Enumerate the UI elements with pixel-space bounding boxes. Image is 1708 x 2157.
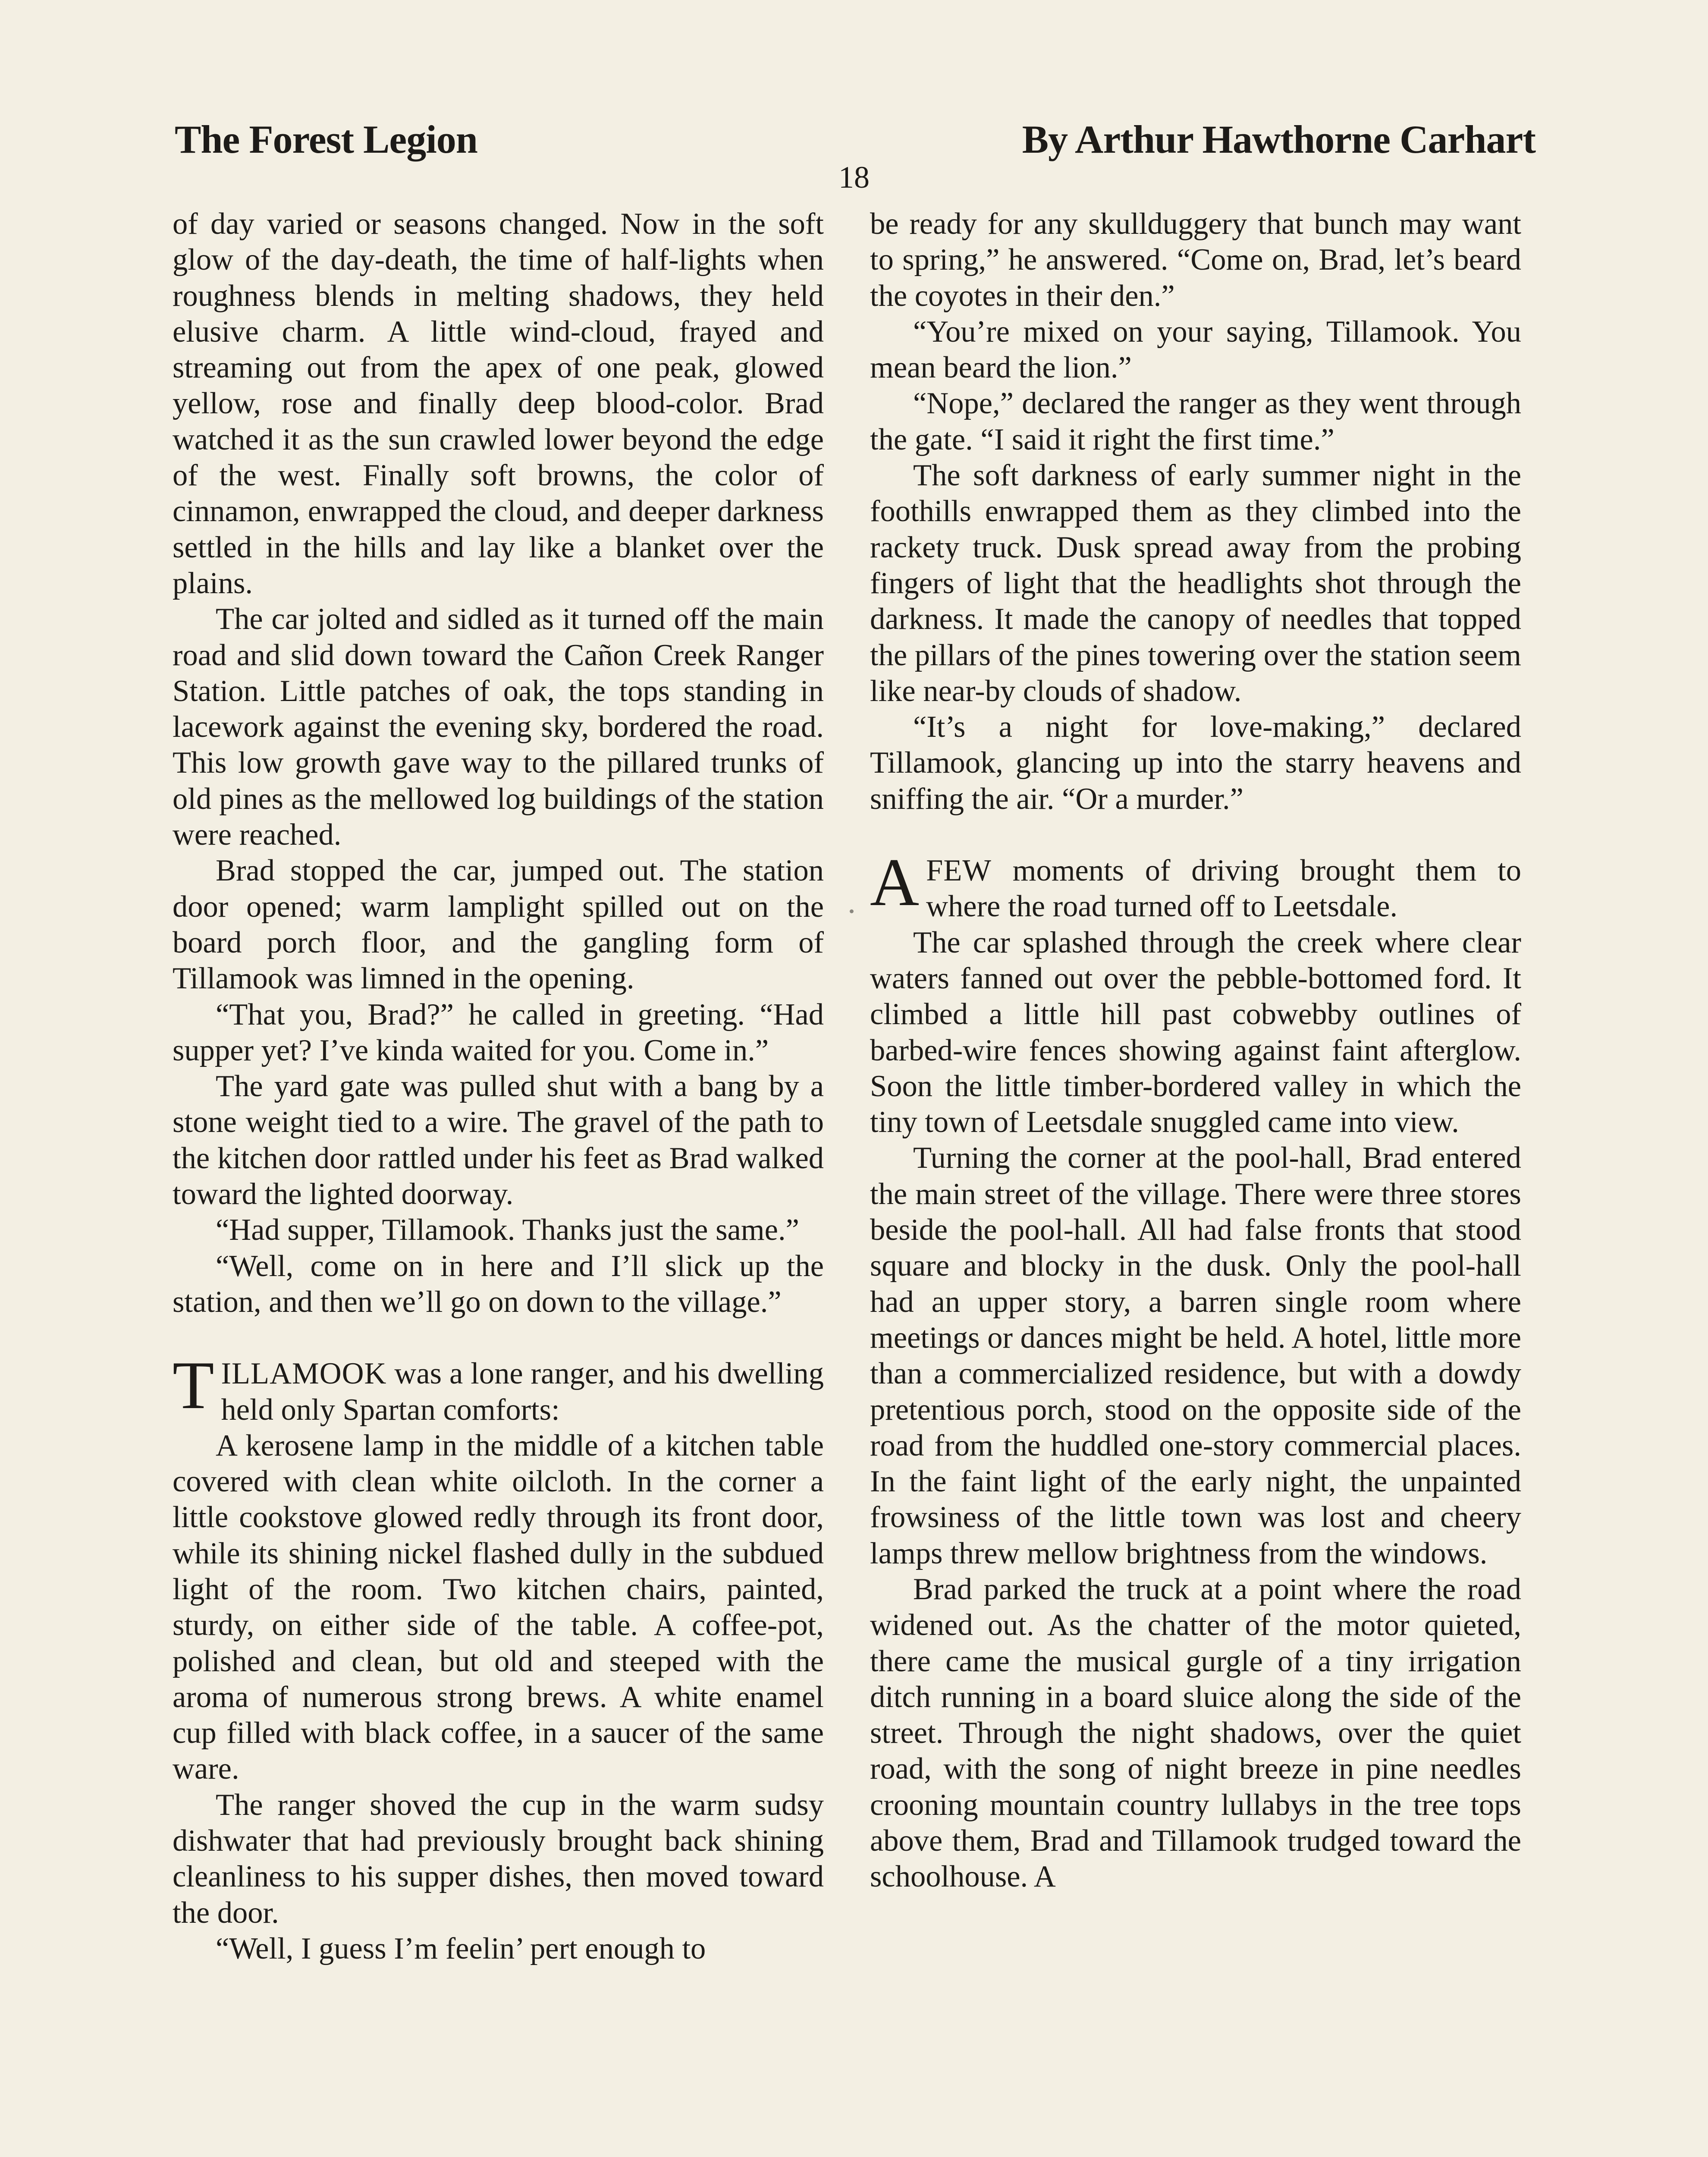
- section-break: [870, 817, 1521, 853]
- paragraph: A kerosene lamp in the middle of a kitchen table covered with clean white oilcloth. In the corner a little cookstove glowed redly through its front door, while its shining nickel flashed dully in the subdued light of the room. Two kitchen chairs, painted, sturdy, on either side of the table. A coffee-pot, polished and clean, but old and steeped with the aroma of numerous strong brews. A white enamel cup filled with black coffee, in a saucer of the same ware.: [173, 1428, 824, 1786]
- paragraph: The ranger shoved the cup in the warm sudsy dishwater that had previously brought back shining cleanliness to his supper dishes, then moved toward the door.: [173, 1788, 824, 1930]
- section-opening-paragraph: [173, 1348, 824, 1428]
- paragraph-text: was a lone ranger, and his dwelling held only Spartan comforts:: [221, 1357, 824, 1427]
- right-column: [870, 206, 1521, 1895]
- paragraph: The soft darkness of early summer night in the foothills enwrapped them as they climbed into the rackety truck. Dusk spread away from the probing fingers of light that the headlights shot through the darkness. It made the canopy of needles that topped the pillars of the pines towering over the station seem like near-by clouds of shadow.: [870, 459, 1521, 708]
- paragraph: “Had supper, Tillamook. Thanks just the same.”: [216, 1213, 799, 1247]
- paragraph: “Nope,” declared the ranger as they went through the gate. “I said it right the first time.”: [870, 387, 1521, 456]
- paragraph: The car jolted and sidled as it turned off the main road and slid down toward the Cañon Creek Ranger Station. Little patches of oak, the tops standing in lacework against the evening sky, bordered the road. This low growth gave way to the pillared trunks of old pines as the mellowed log buildings of the station were reached.: [173, 602, 824, 852]
- ink-speck: [850, 909, 854, 913]
- drop-cap: T: [173, 1348, 214, 1424]
- page-number: 18: [838, 160, 870, 195]
- author-byline: By Arthur Hawthorne Carhart: [1022, 117, 1535, 161]
- section-opening-paragraph: [870, 845, 1521, 925]
- drop-cap: A: [870, 845, 920, 921]
- paragraph: The car splashed through the creek where clear waters fanned out over the pebble-bottomed ford. It climbed a little hill past cobwebby outlines of barbed-wire fences showing against faint afterglow. Soon the little timber-bordered valley in which the tiny town of Leetsdale snuggled came into view.: [870, 925, 1521, 1139]
- paragraph: Brad parked the truck at a point where the road widened out. As the chatter of the motor quieted, there came the musical gurgle of a tiny irrigation ditch running in a board sluice along the side of the street. Through the night shadows, over the quiet road, with the song of night breeze in pine needles crooning mountain country lullabys in the tree tops above them, Brad and Tillamook trudged toward the schoolhouse. A: [870, 1572, 1521, 1894]
- paragraph: The yard gate was pulled shut with a bang by a stone weight tied to a wire. The gravel of the path to the kitchen door rattled under his feet as Brad walked toward the lighted doorway.: [173, 1069, 824, 1211]
- small-caps-lead: ILLAMOOK: [221, 1357, 387, 1391]
- paragraph: Turning the corner at the pool-hall, Brad entered the main street of the village. There were three stores beside the pool-hall. All had false fronts that stood square and blocky in the dusk. Only the pool-hall had an upper story, a barren single room where meetings or dances might be held. A hotel, little more than a commercialized residence, but with a dowdy pretentious porch, stood on the opposite side of the road from the huddled one-story commercial places. In the faint light of the early night, the unpainted frowsiness of the little town was lost and cheery lamps threw mellow brightness from the windows.: [870, 1141, 1521, 1570]
- section-break: [173, 1320, 824, 1356]
- left-column: [173, 206, 824, 1967]
- paragraph: “Well, come on in here and I’ll slick up the station, and then we’ll go on down to the village.”: [173, 1249, 824, 1319]
- story-title: The Forest Legion: [175, 117, 477, 161]
- paragraph: be ready for any skullduggery that bunch may want to spring,” he answered. “Come on, Brad, let’s beard the coyotes in their den.”: [870, 207, 1521, 313]
- small-caps-lead: FEW: [926, 854, 992, 888]
- paragraph: Brad stopped the car, jumped out. The station door opened; warm lamplight spilled out on the board porch floor, and the gangling form of Tillamook was limned in the opening.: [173, 854, 824, 996]
- paragraph: “It’s a night for love-making,” declared Tillamook, glancing up into the starry heavens and sniffing the air. “Or a murder.”: [870, 710, 1521, 816]
- paragraph: of day varied or seasons changed. Now in the soft glow of the day-death, the time of half-lights when roughness blends in melting shadows, they held elusive charm. A little wind-cloud, frayed and streaming out from the apex of one peak, glowed yellow, rose and finally deep blood-color. Brad watched it as the sun crawled lower beyond the edge of the west. Finally soft browns, the color of cinnamon, enwrapped the cloud, and deeper darkness settled in the hills and lay like a blanket over the plains.: [173, 207, 824, 600]
- paragraph: “You’re mixed on your saying, Tillamook. You mean beard the lion.”: [870, 314, 1521, 385]
- paragraph: “That you, Brad?” he called in greeting. “Had supper yet? I’ve kinda waited for you. Come in.”: [173, 997, 824, 1067]
- paragraph: “Well, I guess I’m feelin’ pert enough to: [216, 1931, 706, 1965]
- paragraph-text: moments of driving brought them to where the road turned off to Leetsdale.: [926, 854, 1521, 924]
